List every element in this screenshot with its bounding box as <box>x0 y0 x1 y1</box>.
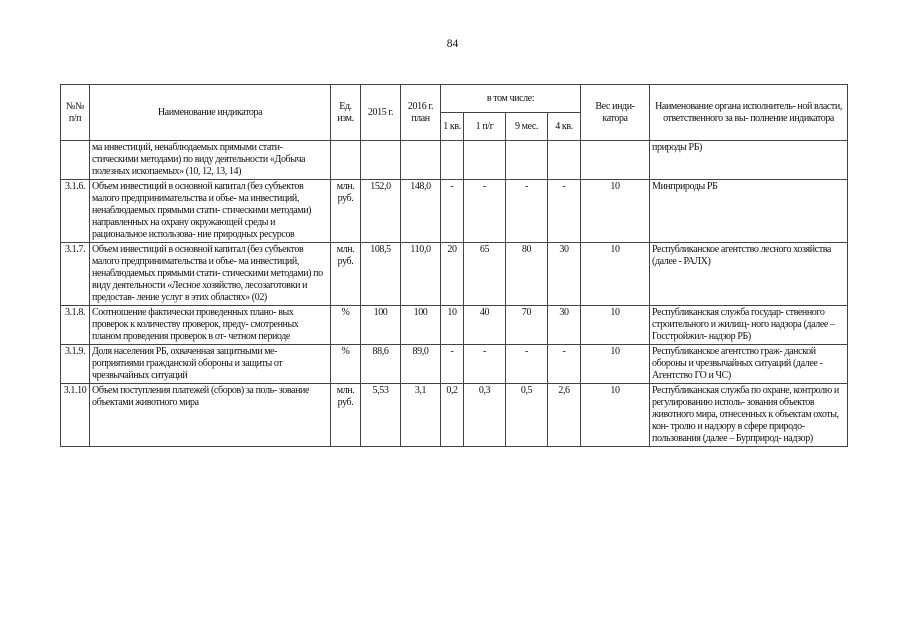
row-h1 <box>464 141 506 180</box>
header-unit: Ед. изм. <box>331 85 361 141</box>
row-q1: 0,2 <box>441 384 464 447</box>
row-unit: % <box>331 345 361 384</box>
header-weight: Вес инди- катора <box>581 85 650 141</box>
header-2015: 2015 г. <box>361 85 401 141</box>
table-row <box>61 306 848 345</box>
row-unit <box>331 141 361 180</box>
row-q1: - <box>441 345 464 384</box>
row-weight: 10 <box>581 384 650 447</box>
table-row <box>61 243 848 306</box>
row-indicator-name: Объем поступления платежей (сборов) за поль- зование объектами животного мира <box>90 384 331 447</box>
row-2015: 5,53 <box>361 384 401 447</box>
row-org: Республиканская служба по охране, контролю и регулированию исполь- зования объектов животного мира, отнесенных к объектам охоты, кон- тролю и надзору в сфере природо- пользования (далее – Бурприрод- надзор) <box>650 384 848 447</box>
header-2016: 2016 г. план <box>401 85 441 141</box>
row-q1: 20 <box>441 243 464 306</box>
row-indicator-name: Соотношение фактически проведенных плано- вых проверок к количеству проверок, преду- смотренных планом проведения проверок в от- четном периоде <box>90 306 331 345</box>
row-unit: % <box>331 306 361 345</box>
row-num: 3.1.7. <box>61 243 90 306</box>
row-q4: - <box>548 345 581 384</box>
row-q4: 2,6 <box>548 384 581 447</box>
row-org: Республиканское агентство граж- данской обороны и чрезвычайных ситуаций (далее - Агентство ГО и ЧС) <box>650 345 848 384</box>
row-2015: 108,5 <box>361 243 401 306</box>
row-indicator-name: Доля населения РБ, охваченная защитными ме- роприятиями гражданской обороны и защиты от чрезвычайных ситуаций <box>90 345 331 384</box>
row-2016: 3,1 <box>401 384 441 447</box>
row-indicator-name: Объем инвестиций в основной капитал (без субъектов малого предпринимательства и объе- ма инвестиций, ненаблюдаемых прямыми стати- стическими методами) по виду деятельности «Лесное хозяйство, лесозаготовки и предостав- ление услуг в этих областях» (02) <box>90 243 331 306</box>
header-org: Наименование органа исполнитель- ной власти, ответственного за вы- полнение индикатора <box>650 85 848 141</box>
row-org: природы РБ) <box>650 141 848 180</box>
row-unit: млн. руб. <box>331 384 361 447</box>
table-row <box>61 141 848 180</box>
row-q4: - <box>548 180 581 243</box>
row-weight: 10 <box>581 243 650 306</box>
header-q1: 1 кв. <box>441 113 464 141</box>
row-h1: 0,3 <box>464 384 506 447</box>
row-num: 3.1.9. <box>61 345 90 384</box>
table-row <box>61 384 848 447</box>
row-h1: 65 <box>464 243 506 306</box>
row-q4 <box>548 141 581 180</box>
row-2016: 148,0 <box>401 180 441 243</box>
table-row <box>61 180 848 243</box>
row-num: 3.1.6. <box>61 180 90 243</box>
row-2015 <box>361 141 401 180</box>
row-q1 <box>441 141 464 180</box>
row-9m: - <box>506 345 548 384</box>
row-unit: млн. руб. <box>331 243 361 306</box>
row-num: 3.1.10 <box>61 384 90 447</box>
row-org: Республиканское агентство лесного хозяйства (далее - РАЛХ) <box>650 243 848 306</box>
table-row <box>61 345 848 384</box>
row-num <box>61 141 90 180</box>
row-weight <box>581 141 650 180</box>
row-2015: 100 <box>361 306 401 345</box>
header-num: №№ п/п <box>61 85 90 141</box>
row-weight: 10 <box>581 345 650 384</box>
row-2016: 100 <box>401 306 441 345</box>
row-2016 <box>401 141 441 180</box>
row-q1: - <box>441 180 464 243</box>
header-h1: 1 п/г <box>464 113 506 141</box>
row-9m: 70 <box>506 306 548 345</box>
row-org: Минприроды РБ <box>650 180 848 243</box>
row-h1: - <box>464 180 506 243</box>
row-weight: 10 <box>581 306 650 345</box>
row-2016: 89,0 <box>401 345 441 384</box>
row-2016: 110,0 <box>401 243 441 306</box>
row-9m: - <box>506 180 548 243</box>
row-num: 3.1.8. <box>61 306 90 345</box>
row-9m: 0,5 <box>506 384 548 447</box>
row-2015: 88,6 <box>361 345 401 384</box>
row-q1: 10 <box>441 306 464 345</box>
row-h1: - <box>464 345 506 384</box>
row-9m <box>506 141 548 180</box>
page-number: 84 <box>446 38 459 50</box>
indicator-table <box>60 84 848 447</box>
row-weight: 10 <box>581 180 650 243</box>
row-9m: 80 <box>506 243 548 306</box>
header-q4: 4 кв. <box>548 113 581 141</box>
header-9m: 9 мес. <box>506 113 548 141</box>
header-name: Наименование индикатора <box>90 85 331 141</box>
row-org: Республиканская служба государ- ственного строительного и жилищ- ного надзора (далее – Госстройжил- надзор РБ) <box>650 306 848 345</box>
row-indicator-name: Объем инвестиций в основной капитал (без субъектов малого предпринимательства и объе- ма инвестиций, ненаблюдаемых прямыми стати- стическими методами) направленных на охрану окружающей среды и рациональное использова- ние природных ресурсов <box>90 180 331 243</box>
row-q4: 30 <box>548 243 581 306</box>
row-q4: 30 <box>548 306 581 345</box>
row-2015: 152,0 <box>361 180 401 243</box>
row-unit: млн. руб. <box>331 180 361 243</box>
row-h1: 40 <box>464 306 506 345</box>
row-indicator-name: ма инвестиций, ненаблюдаемых прямыми стати- стическими методами) по виду деятельности «Добыча полезных ископаемых» (10, 12, 13, 14) <box>90 141 331 180</box>
header-including: в том числе: <box>441 85 581 113</box>
